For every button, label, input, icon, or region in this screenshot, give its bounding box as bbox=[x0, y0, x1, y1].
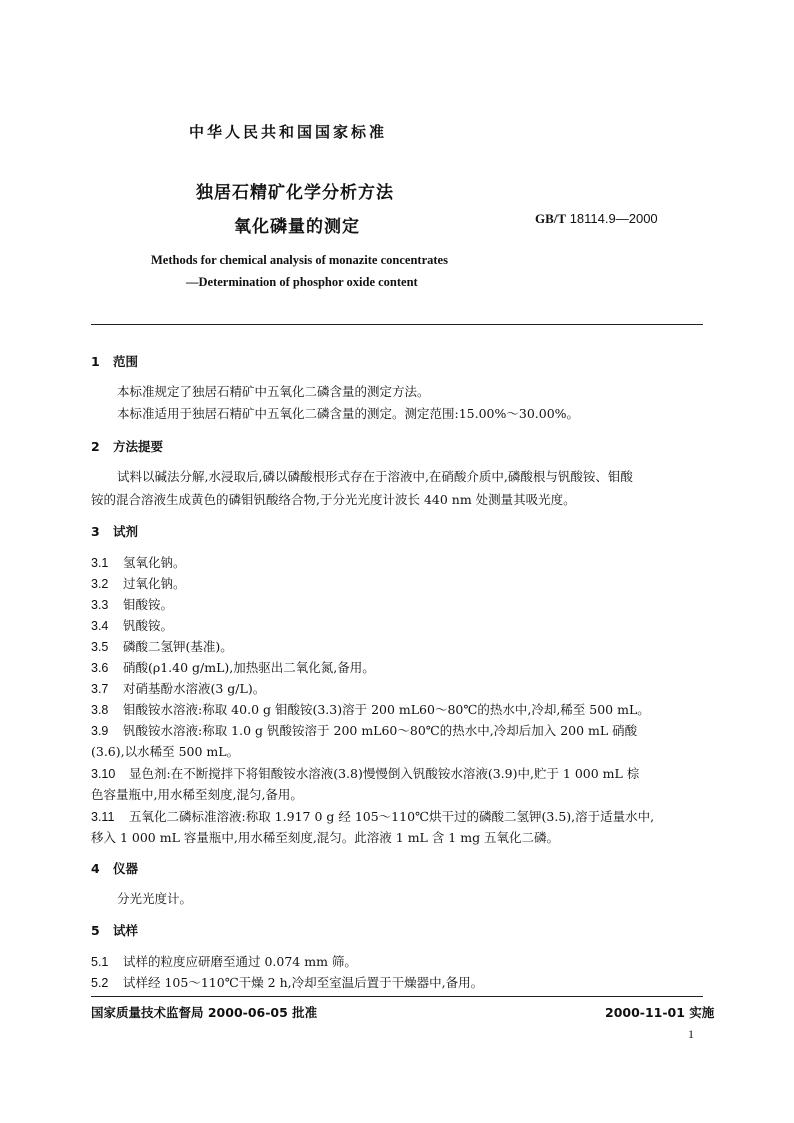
standard-number bbox=[535, 211, 658, 227]
list-item-3-11-line1: 3.11 五氧化二磷标准溶液:称取 1.917 0 g 经 105～110℃烘干过的磷酸二氢钾(3.5),溶于适量水中, bbox=[91, 809, 655, 824]
footer-divider bbox=[91, 996, 703, 997]
list-item: 3.3 钼酸铵。 bbox=[91, 597, 174, 612]
list-item: 3.7 对硝基酚水溶液(3 g/L)。 bbox=[91, 681, 266, 696]
list-item: 3.8 钼酸铵水溶液:称取 40.0 g 钼酸铵(3.3)溶于 200 mL60～80℃的热水中,冷却,稀至 500 mL。 bbox=[91, 702, 650, 717]
english-title-line2: —Determination of phosphor oxide content bbox=[186, 275, 418, 289]
method-paragraph-line1: 试料以碱法分解,水浸取后,磷以磷酸根形式存在于溶液中,在硝酸介质中,磷酸根与钒酸铵、钼酸 bbox=[117, 469, 633, 484]
section-heading-sample: 5 试样 bbox=[91, 923, 139, 938]
list-item-3-11-line2: 移入 1 000 mL 容量瓶中,用水稀至刻度,混匀。此溶液 1 mL 含 1 mg 五氧化二磷。 bbox=[91, 830, 560, 845]
document-title-line2: 氧化磷量的测定 bbox=[234, 217, 360, 237]
list-item: 3.2 过氧化钠。 bbox=[91, 576, 186, 591]
section-heading-instruments: 4 仪器 bbox=[91, 861, 139, 876]
standard-code: 18114.9—2000 bbox=[569, 211, 658, 226]
list-item: 3.6 硝酸(ρ1.40 g/mL),加热驱出二氧化氮,备用。 bbox=[91, 660, 375, 675]
header-divider bbox=[91, 324, 703, 325]
list-item-3-9-line2: (3.6),以水稀至 500 mL。 bbox=[91, 744, 240, 759]
standard-prefix: GB/T bbox=[535, 211, 567, 226]
page-number: 1 bbox=[688, 1027, 694, 1041]
list-item: 3.5 磷酸二氢钾(基准)。 bbox=[91, 639, 233, 654]
section-heading-method-summary: 2 方法提要 bbox=[91, 439, 164, 454]
scope-paragraph-1: 本标准规定了独居石精矿中五氧化二磷含量的测定方法。 bbox=[117, 384, 430, 399]
approval-line: 国家质量技术监督局 2000-06-05 批准 bbox=[91, 1005, 318, 1020]
instruments-paragraph: 分光光度计。 bbox=[117, 891, 193, 906]
scope-paragraph-2: 本标准适用于独居石精矿中五氧化二磷含量的测定。测定范围:15.00%～30.00%。 bbox=[117, 406, 580, 421]
section-heading-reagents: 3 试剂 bbox=[91, 524, 139, 539]
implementation-date: 2000-11-01 实施 bbox=[605, 1005, 715, 1020]
english-title-line1: Methods for chemical analysis of monazite concentrates bbox=[151, 253, 448, 267]
list-item-3-10-line2: 色容量瓶中,用水稀至刻度,混匀,备用。 bbox=[91, 787, 303, 802]
section-heading-scope: 1 范围 bbox=[91, 354, 139, 369]
list-item-3-10-line1: 3.10 显色剂:在不断搅拌下将钼酸铵水溶液(3.8)慢慢倒入钒酸铵水溶液(3.9)中,贮于 1 000 mL 棕 bbox=[91, 766, 640, 781]
list-item: 3.4 钒酸铵。 bbox=[91, 618, 174, 633]
method-paragraph-line2: 铵的混合溶液生成黄色的磷钼钒酸络合物,于分光光度计波长 440 nm 处测量其吸光度。 bbox=[91, 492, 576, 507]
list-item-3-9-line1: 3.9 钒酸铵水溶液:称取 1.0 g 钒酸铵溶于 200 mL60～80℃的热水中,冷却后加入 200 mL 硝酸 bbox=[91, 723, 638, 738]
list-item: 5.1 试样的粒度应研磨至通过 0.074 mm 筛。 bbox=[91, 954, 357, 969]
document-title-line1: 独居石精矿化学分析方法 bbox=[196, 183, 394, 203]
list-item: 3.1 氢氧化钠。 bbox=[91, 555, 186, 570]
list-item: 5.2 试样经 105～110℃干燥 2 h,冷却至室温后置于干燥器中,备用。 bbox=[91, 975, 484, 990]
national-standard-heading: 中华人民共和国国家标准 bbox=[189, 123, 388, 141]
